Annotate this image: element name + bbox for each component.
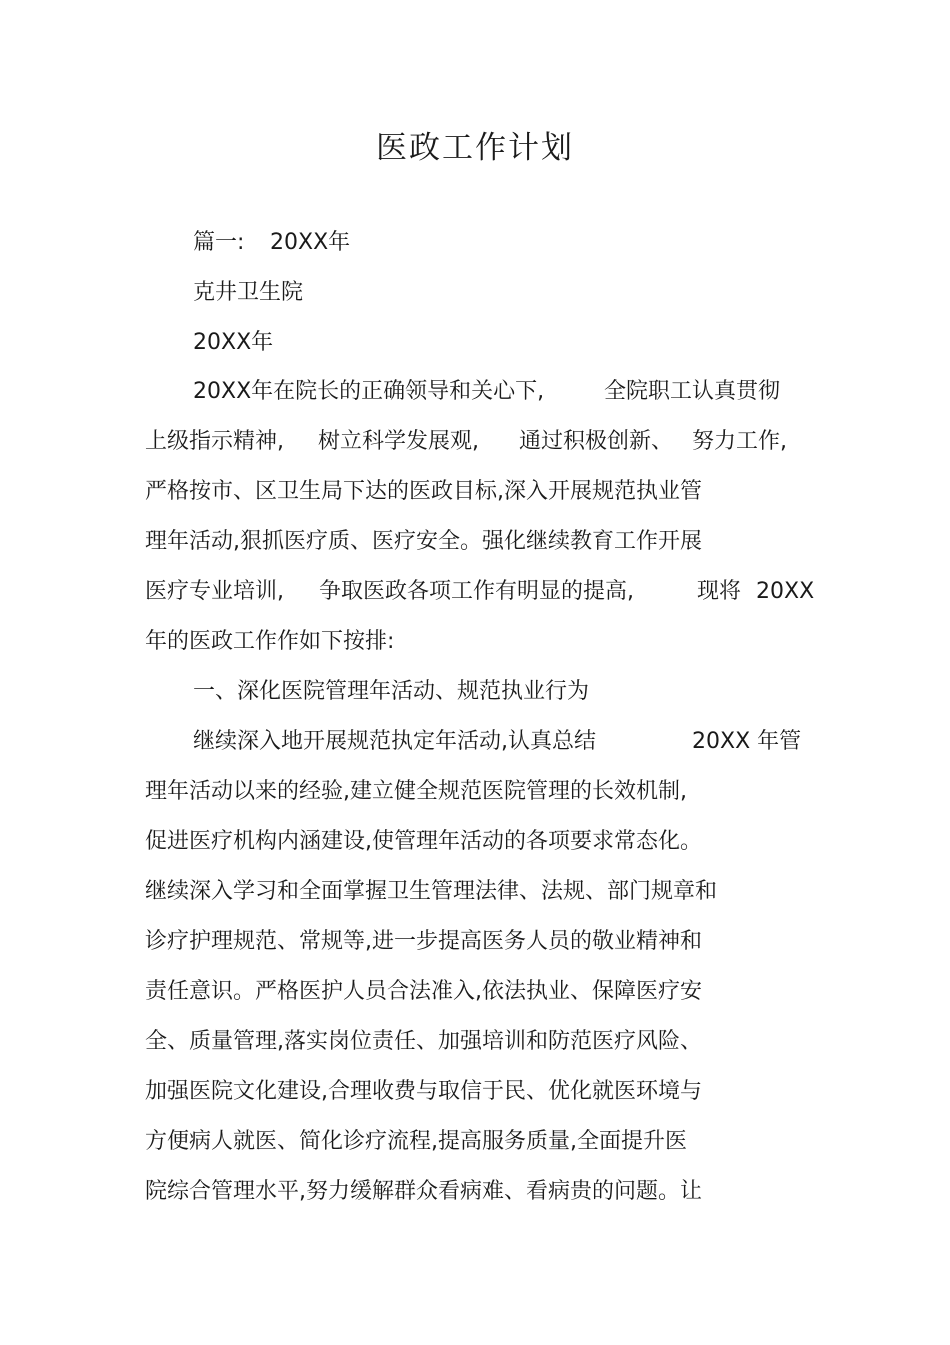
text-segment: 争取医政各项工作有明显的提高, <box>319 579 634 604</box>
text-segment: 现将 <box>697 579 742 604</box>
text-segment: 理年活动,狠抓医疗质、医疗安全。强化继续教育工作开展 <box>145 529 702 554</box>
text-segment: 全院职工认真贯彻 <box>604 379 781 404</box>
text-segment: 一、深化医院管理年活动、规范执业行为 <box>193 679 590 704</box>
document-title: 医政工作计划 <box>376 130 574 166</box>
text-segment: 医疗专业培训, <box>145 579 284 604</box>
text-segment: 年的医政工作作如下按排: <box>145 629 395 654</box>
text-segment: 诊疗护理规范、常规等,进一步提高医务人员的敬业精神和 <box>145 929 702 954</box>
text-segment: 责任意识。严格医护人员合法准入,依法执业、保障医疗安 <box>145 979 702 1004</box>
text-segment: 上级指示精神, <box>145 429 284 454</box>
text-segment: 继续深入学习和全面掌握卫生管理法律、法规、部门规章和 <box>145 879 718 904</box>
text-segment: 通过积极创新、 <box>519 429 674 454</box>
text-segment: 努力工作, <box>692 429 787 454</box>
text-segment: 20XX 年管 <box>692 729 802 754</box>
text-segment: 树立科学发展观, <box>318 429 479 454</box>
text-segment: 方便病人就医、简化诊疗流程,提高服务质量,全面提升医 <box>145 1129 687 1154</box>
text-segment: 加强医院文化建设,合理收费与取信于民、优化就医环境与 <box>145 1079 702 1104</box>
text-segment: 院综合管理水平,努力缓解群众看病难、看病贵的问题。让 <box>145 1179 702 1204</box>
text-segment: 20XX <box>756 579 815 604</box>
text-segment: 20XX年在院长的正确领导和关心下, <box>193 379 545 404</box>
text-segment: 严格按市、区卫生局下达的医政目标,深入开展规范执业管 <box>145 479 702 504</box>
text-segment: 20XX年 <box>270 230 351 255</box>
text-segment: 理年活动以来的经验,建立健全规范医院管理的长效机制, <box>145 779 687 804</box>
text-segment: 克井卫生院 <box>193 280 304 305</box>
text-segment: 全、质量管理,落实岗位责任、加强培训和防范医疗风险、 <box>145 1029 702 1054</box>
text-segment: 促进医疗机构内涵建设,使管理年活动的各项要求常态化。 <box>145 829 702 854</box>
text-segment: 篇一: <box>193 230 245 255</box>
text-segment: 20XX年 <box>193 330 274 355</box>
text-segment: 继续深入地开展规范执定年活动,认真总结 <box>193 729 596 754</box>
